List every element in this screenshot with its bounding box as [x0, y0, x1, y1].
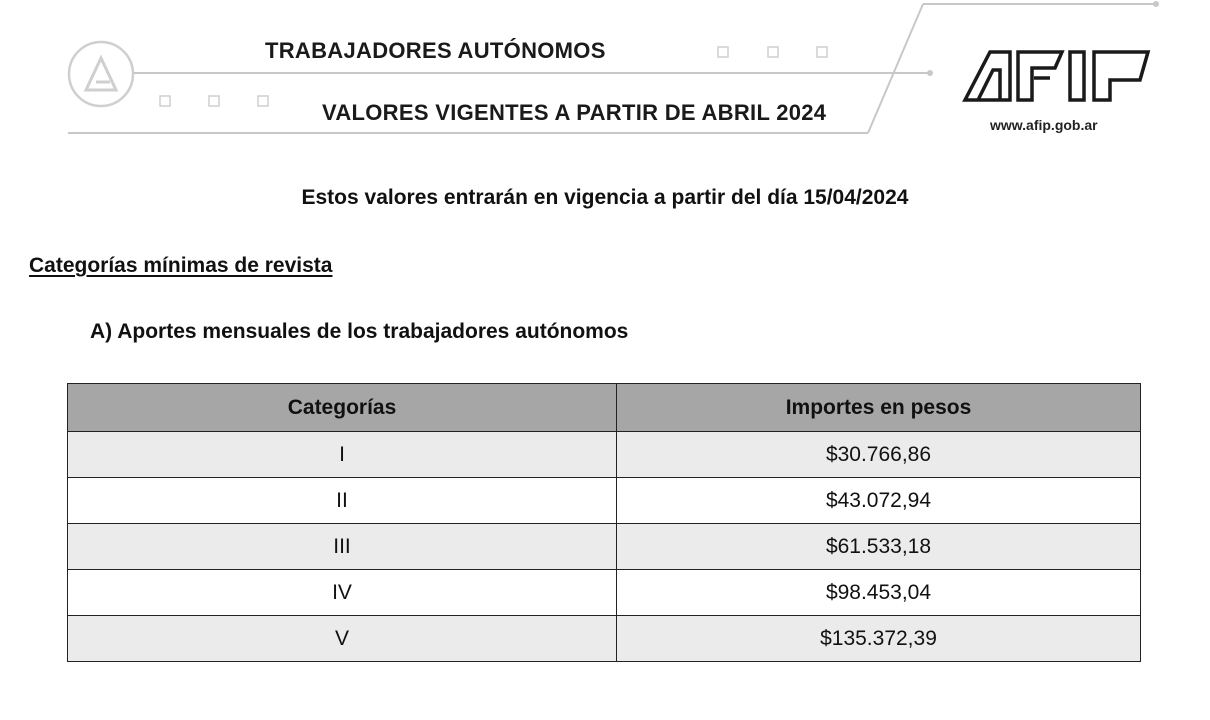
category-cell: I — [68, 432, 617, 478]
category-cell: IV — [68, 570, 617, 616]
table-row — [68, 616, 1141, 662]
sub-heading: A) Aportes mensuales de los trabajadores autónomos — [90, 320, 629, 343]
amount-cell: $135.372,39 — [617, 616, 1141, 662]
contributions-table — [67, 383, 1141, 662]
table-row — [68, 524, 1141, 570]
amount-cell: $98.453,04 — [617, 570, 1141, 616]
document-header — [0, 0, 1210, 150]
table-row — [68, 432, 1141, 478]
column-header-amounts: Importes en pesos — [617, 384, 1141, 432]
column-header-categories: Categorías — [68, 384, 617, 432]
effective-date-notice: Estos valores entrarán en vigencia a partir del día 15/04/2024 — [301, 186, 909, 209]
section-heading: Categorías mínimas de revista — [29, 254, 333, 277]
table-row — [68, 478, 1141, 524]
category-cell: II — [68, 478, 617, 524]
website-url: www.afip.gob.ar — [990, 117, 1098, 133]
amount-cell: $61.533,18 — [617, 524, 1141, 570]
afip-logo-icon — [965, 52, 1148, 100]
category-cell: III — [68, 524, 617, 570]
document-title: TRABAJADORES AUTÓNOMOS — [265, 38, 606, 63]
amount-cell: $43.072,94 — [617, 478, 1141, 524]
category-cell: V — [68, 616, 617, 662]
afip-emblem-icon — [69, 42, 133, 106]
table-header-row — [68, 384, 1141, 432]
document-subtitle: VALORES VIGENTES A PARTIR DE ABRIL 2024 — [322, 100, 827, 125]
amount-cell: $30.766,86 — [617, 432, 1141, 478]
table-row — [68, 570, 1141, 616]
